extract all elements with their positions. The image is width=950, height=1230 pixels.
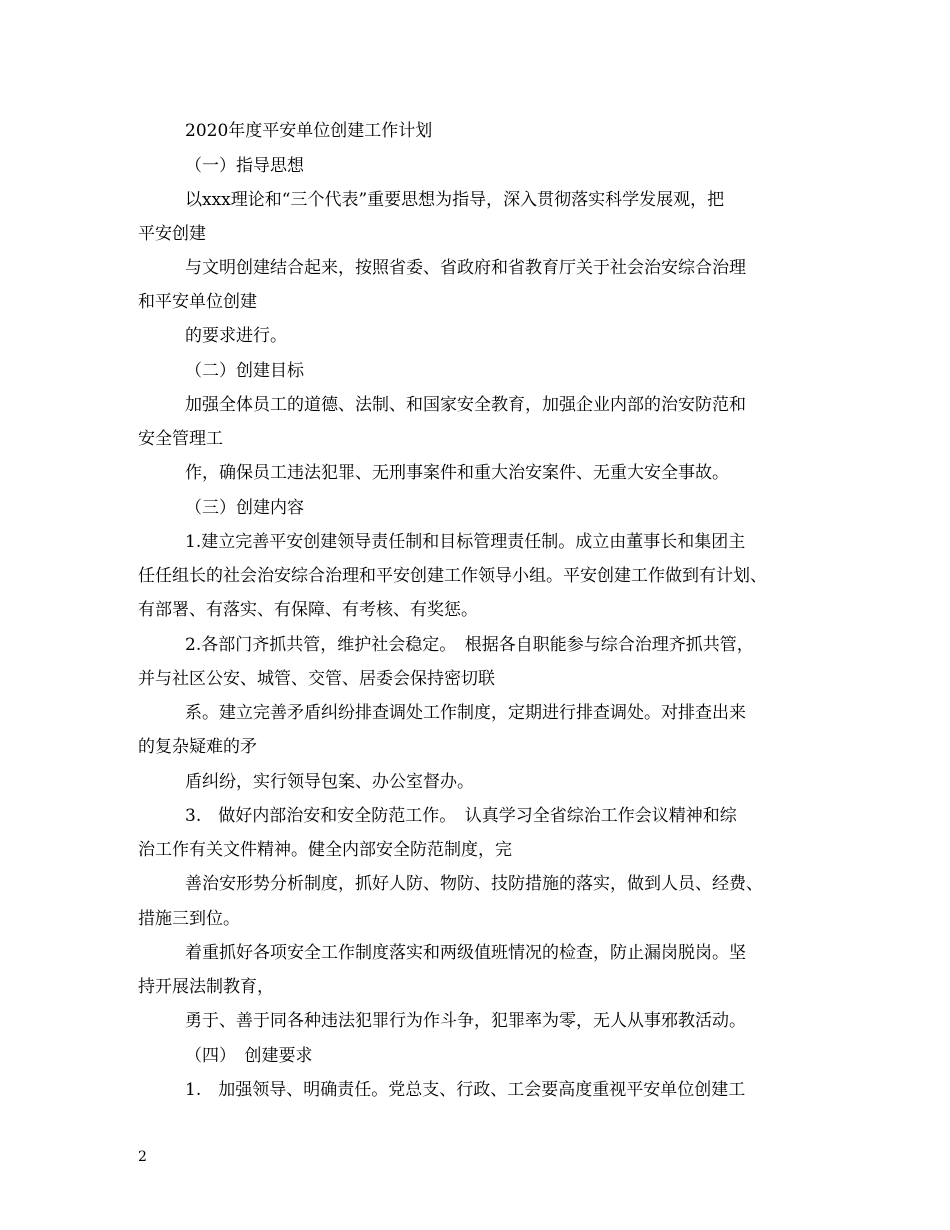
paragraph-line: 盾纠纷，实行领导包案、办公室督办。	[185, 772, 474, 792]
paragraph-line: 勇于、善于同各种违法犯罪行为作斗争，犯罪率为零，无人从事邪教活动。	[185, 1011, 746, 1031]
paragraph-line: 1.建立完善平安创建领导责任制和目标管理责任制。成立由董事长和集团主	[185, 532, 746, 552]
paragraph-line: 着重抓好各项安全工作制度落实和两级值班情况的检查，防止漏岗脱岗。坚	[185, 943, 746, 963]
section-heading: （一）指导思想	[185, 156, 304, 176]
section-heading: （四） 创建要求	[185, 1046, 313, 1066]
paragraph-line: 并与社区公安、城管、交管、居委会保持密切联	[138, 669, 495, 689]
section-heading: （二）创建目标	[185, 361, 304, 381]
paragraph-line: 任任组长的社会治安综合治理和平安创建工作领导小组。平安创建工作做到有计划、	[138, 566, 767, 586]
document-title: 2020年度平安单位创建工作计划	[185, 121, 433, 141]
paragraph-line: 有部署、有落实、有保障、有考核、有奖惩。	[138, 600, 478, 620]
paragraph-line: 的复杂疑难的矛	[138, 737, 257, 757]
paragraph-line: 与文明创建结合起来，按照省委、省政府和省教育厅关于社会治安综合治理	[185, 258, 746, 278]
paragraph-line: 治工作有关文件精神。健全内部安全防范制度，完	[138, 840, 512, 860]
paragraph-line: 持开展法制教育，	[138, 977, 274, 997]
paragraph-line: 的要求进行。	[185, 326, 287, 346]
paragraph-line: 3. 做好内部治安和安全防范工作。 认真学习全省综治工作会议精神和综	[185, 806, 737, 826]
paragraph-line: 加强全体员工的道德、法制、和国家安全教育，加强企业内部的治安防范和	[185, 395, 746, 415]
paragraph-line: 措施三到位。	[138, 909, 240, 929]
paragraph-line: 2.各部门齐抓共管，维护社会稳定。 根据各自职能参与综合治理齐抓共管，	[185, 635, 754, 655]
paragraph-line: 平安创建	[138, 224, 206, 244]
paragraph-line: 以xxx理论和“三个代表”重要思想为指导，深入贯彻落实科学发展观，把	[185, 190, 725, 210]
paragraph-line: 1. 加强领导、明确责任。党总支、行政、工会要高度重视平安单位创建工	[185, 1080, 746, 1100]
paragraph-line: 安全管理工	[138, 429, 223, 449]
section-heading: （三）创建内容	[185, 498, 304, 518]
page-number: 2	[138, 1149, 147, 1165]
paragraph-line: 善治安形势分析制度，抓好人防、物防、技防措施的落实，做到人员、经费、	[185, 874, 763, 894]
paragraph-line: 系。建立完善矛盾纠纷排查调处工作制度，定期进行排查调处。对排查出来	[185, 703, 746, 723]
paragraph-line: 和平安单位创建	[138, 292, 257, 312]
paragraph-line: 作，确保员工违法犯罪、无刑事案件和重大治安案件、无重大安全事故。	[185, 463, 729, 483]
